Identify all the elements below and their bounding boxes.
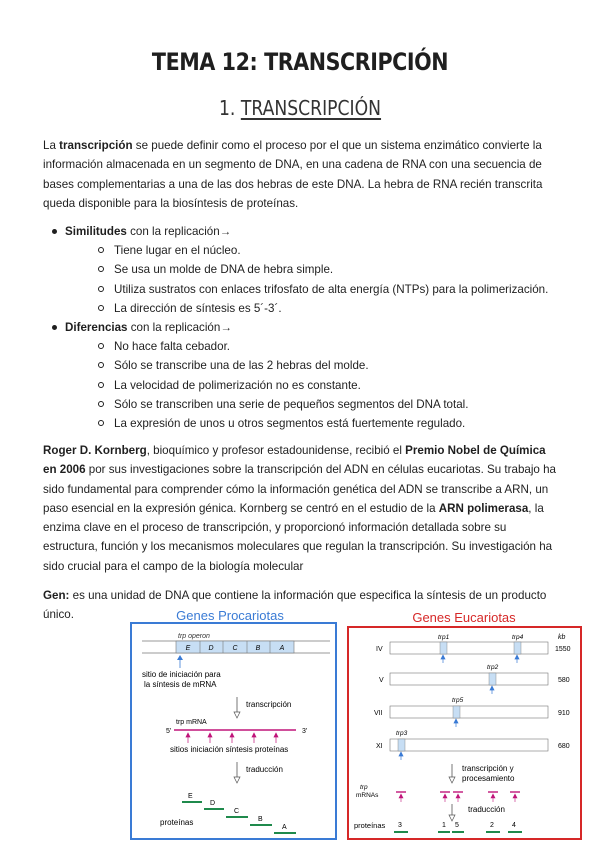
gen-definition: Gen: es una unidad de DNA que contiene la información que especifica la síntesis de un producto único. bbox=[43, 589, 547, 622]
page-title: TEMA 12: TRANSCRIPCIÓN bbox=[151, 48, 449, 76]
protein-number: 4 bbox=[512, 822, 516, 829]
list-item: Sólo se transcriben una serie de pequeños segmentos del DNA total. bbox=[87, 395, 563, 414]
chromosome-name: V bbox=[379, 677, 384, 684]
gene-label: trp1 bbox=[438, 634, 450, 641]
mrna-label: trp mRNA bbox=[176, 719, 207, 726]
protein-letter: A bbox=[282, 824, 287, 831]
figure-prokaryotic-genes bbox=[130, 606, 340, 847]
start-site-line2: la síntesis de mRNA bbox=[144, 680, 217, 689]
protein-letter: C bbox=[234, 808, 240, 815]
list-item: La dirección de síntesis es 5´-3´. bbox=[87, 299, 563, 318]
list-item: No hace falta cebador. bbox=[87, 337, 563, 356]
gene-label: D bbox=[208, 645, 214, 652]
gene-label: A bbox=[279, 645, 285, 652]
five-prime: 5' bbox=[166, 728, 172, 735]
figure-eukaryotic-genes bbox=[346, 606, 586, 847]
chromosome-bar bbox=[390, 739, 548, 751]
kornberg-paragraph: Roger D. Kornberg, bioquímico y profesor estadounidense, recibió el Premio Nobel de Química en 2006 por sus investigaciones sobre la transcripción del ADN en células eucariotas. Su trabajo ha sido fundamental para comprender cómo la información genética del ADN se transcribe a ARN, un paso esencial en la expresión génica. Kornberg se centró en el estudio de la ARN polimerasa, la enzima clave en el proceso de transcripción, y proporcionó información detallada sobre su estructura, función y los mecanismos moleculares que regulan la transcripción. Su investigación ha sido crucial para el campo de la biología molecular bbox=[43, 444, 556, 573]
kb-label: kb bbox=[558, 634, 566, 641]
gene-block bbox=[440, 642, 447, 654]
gene-block bbox=[489, 673, 496, 685]
step-transcription: transcripción bbox=[246, 700, 292, 709]
protein-number: 3 bbox=[398, 822, 402, 829]
gene-block bbox=[453, 706, 460, 718]
chromosome-bar bbox=[390, 673, 548, 685]
gene-block bbox=[398, 739, 405, 751]
comparison-list bbox=[43, 222, 563, 433]
list-item: Sólo se transcribe una de las 2 hebras del molde. bbox=[87, 356, 563, 375]
figure-title: Genes Eucariotas bbox=[412, 610, 516, 625]
list-item: Diferencias con la replicación→ No hace falta cebador. Sólo se transcribe una de las 2 hebras del molde. La velocidad de polimerización no es constante. Sólo se transcriben una serie de pequeños segmentos del DNA total. La expresión de unos u otros segmentos está fuertemente regulado. bbox=[43, 318, 563, 433]
list-item: Similitudes con la replicación→ Tiene lugar en el núcleo. Se usa un molde de DNA de hebra simple. Utiliza sustratos con enlaces trifosfato de alta energía (NTPs) para la polimerización. La dirección de síntesis es 5´-3´. bbox=[43, 222, 563, 318]
protein-number: 5 bbox=[455, 822, 459, 829]
step-translation: traducción bbox=[246, 765, 283, 774]
list-item: Tiene lugar en el núcleo. bbox=[87, 241, 563, 260]
step-translation: traducción bbox=[468, 805, 505, 814]
chromosome-kb: 1550 bbox=[555, 646, 571, 653]
gene-label: B bbox=[255, 645, 261, 652]
proteins-label: proteínas bbox=[354, 821, 386, 830]
gene-label: trp4 bbox=[512, 634, 524, 641]
intro-paragraph: La transcripción se puede definir como el proceso por el que un sistema enzimático convierte la información almacenada en un segmento de DNA, en una cadena de RNA con una secuencia de bases complementarias a una de las dos hebras de este DNA. La hebra de RNA recién transcrita queda disponible para la biosíntesis de proteínas. bbox=[43, 139, 543, 210]
chromosome-bar bbox=[390, 642, 548, 654]
step-transcription-line1: transcripción y bbox=[462, 764, 514, 773]
protein-letter: B bbox=[258, 816, 263, 823]
protein-letter: E bbox=[188, 793, 193, 800]
initiation-sites-label: sitios iniciación síntesis proteínas bbox=[170, 745, 289, 754]
operon-label: trp operon bbox=[178, 633, 210, 640]
list-item: La expresión de unos u otros segmentos está fuertemente regulado. bbox=[87, 414, 563, 433]
gene-label: trp3 bbox=[396, 730, 408, 737]
gene-label: C bbox=[232, 645, 238, 652]
protein-number: 2 bbox=[490, 822, 494, 829]
list-item: Se usa un molde de DNA de hebra simple. bbox=[87, 260, 563, 279]
chromosome-kb: 910 bbox=[558, 710, 570, 717]
figure-border bbox=[348, 627, 581, 839]
gene-label: E bbox=[185, 645, 191, 652]
chromosome-kb: 580 bbox=[558, 677, 570, 684]
figure-title: Genes Procariotas bbox=[176, 608, 284, 623]
three-prime: 3' bbox=[302, 728, 308, 735]
chromosome-name: IV bbox=[376, 646, 383, 653]
chromosome-name: VII bbox=[374, 710, 383, 717]
gene-label: trp5 bbox=[452, 697, 464, 704]
list-item: La velocidad de polimerización no es constante. bbox=[87, 376, 563, 395]
intro-term: transcripción bbox=[59, 139, 133, 152]
gene-block bbox=[514, 642, 521, 654]
gene-label: trp2 bbox=[487, 664, 499, 671]
section-number: 1. bbox=[218, 96, 236, 120]
step-transcription-line2: procesamiento bbox=[462, 774, 515, 783]
chromosome-kb: 680 bbox=[558, 743, 570, 750]
mrnas-label-line2: mRNAs bbox=[356, 792, 379, 799]
section-title: TRANSCRIPCIÓN bbox=[240, 96, 382, 120]
section-heading bbox=[42, 96, 558, 120]
chromosome-bar bbox=[390, 706, 548, 718]
proteins-label: proteínas bbox=[160, 818, 194, 827]
protein-number: 1 bbox=[442, 822, 446, 829]
mrnas-label-line1: trp bbox=[360, 784, 368, 791]
list-item: Utiliza sustratos con enlaces trifosfato de alta energía (NTPs) para la polimerización. bbox=[87, 280, 563, 299]
chromosome-name: XI bbox=[376, 743, 383, 750]
protein-letter: D bbox=[210, 800, 216, 807]
start-site-line1: sitio de iniciación para bbox=[142, 670, 221, 679]
